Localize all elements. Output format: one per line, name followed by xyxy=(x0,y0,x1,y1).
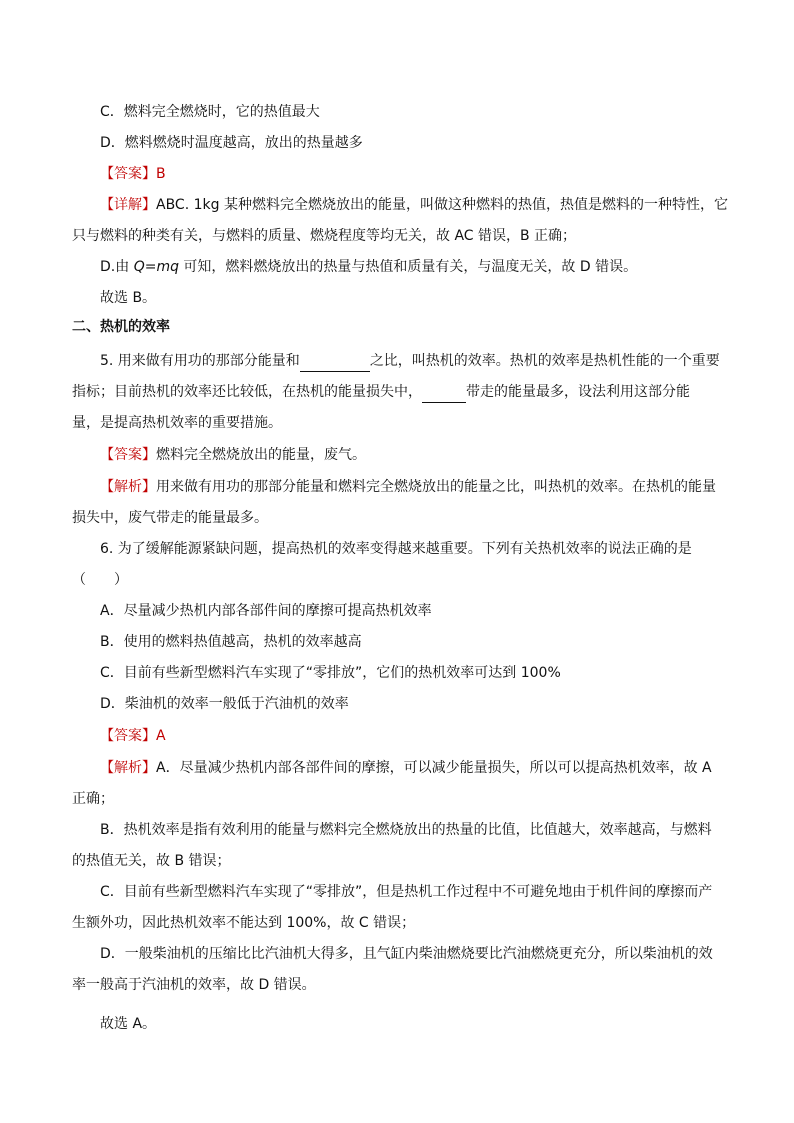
q5-stem-line3: 量，是提高热机效率的重要措施。 xyxy=(72,415,282,431)
q4-option-c: C．燃料完全燃烧时，它的热值最大 xyxy=(100,104,320,120)
q4-detail-line1: 【详解】ABC. 1kg 某种燃料完全燃烧放出的能量，叫做这种燃料的热值，热值是燃料的一种特性，它 xyxy=(100,197,728,213)
q4-detail-line2: 只与燃料的种类有关，与燃料的质量、燃烧程度等均无关，故 AC 错误，B 正确； xyxy=(72,228,577,244)
q4-option-d: D．燃料燃烧时温度越高，放出的热量越多 xyxy=(100,135,363,151)
q6-analysis-b-line1: B．热机效率是指有效利用的能量与燃料完全燃烧放出的热量的比值，比值越大，效率越高，与燃料 xyxy=(100,822,712,838)
q5-answer xyxy=(100,444,366,466)
q6-option-c: C．目前有些新型燃料汽车实现了“零排放”，它们的热机效率可达到 100% xyxy=(100,665,561,681)
q4-detail-line3: D.由 Q=mq 可知，燃料燃烧放出的热量与热值和质量有关，与温度无关，故 D 错误。 xyxy=(100,259,638,275)
q5-analysis-line1: 【解析】用来做有用功的那部分能量和燃料完全燃烧放出的能量之比，叫热机的效率。在热机的能量 xyxy=(100,479,716,495)
answer-label: 【答案】 xyxy=(100,447,156,463)
q6-option-d: D．柴油机的效率一般低于汽油机的效率 xyxy=(100,696,349,712)
q6-analysis-c-line1: C．目前有些新型燃料汽车实现了“零排放”，但是热机工作过程中不可避免地由于机件间的摩擦而产 xyxy=(100,884,713,900)
q6-option-a: A．尽量减少热机内部各部件间的摩擦可提高热机效率 xyxy=(100,603,432,619)
q6-analysis-b-line2: 的热值无关，故 B 错误； xyxy=(72,853,231,869)
q6-conclusion: 故选 A。 xyxy=(100,1016,157,1032)
q6-analysis-d-line2: 率一般高于汽油机的效率，故 D 错误。 xyxy=(72,977,316,993)
q4-answer xyxy=(100,163,166,185)
answer-value: B xyxy=(156,166,166,182)
answer-value: A xyxy=(156,728,166,744)
q4-conclusion: 故选 B。 xyxy=(100,290,157,306)
q6-analysis-c-line2: 生额外功，因此热机效率不能达到 100%，故 C 错误； xyxy=(72,915,416,931)
q5-stem-line2: 指标；目前热机的效率还比较低，在热机的能量损失中， 带走的能量最多，设法利用这部分能 xyxy=(72,381,690,403)
fill-blank xyxy=(300,355,370,372)
analysis-label: 【解析】 xyxy=(100,760,156,776)
q5-analysis-line2: 损失中，废气带走的能量最多。 xyxy=(72,510,268,526)
answer-value: 燃料完全燃烧放出的能量，废气。 xyxy=(156,447,366,463)
analysis-label: 【解析】 xyxy=(100,479,156,495)
q5-stem-line1: 5. 用来做有用功的那部分能量和 之比，叫热机的效率。热机的效率是热机性能的一个重要 xyxy=(100,350,720,372)
q6-stem-line1: 6. 为了缓解能源紧缺问题，提高热机的效率变得越来越重要。下列有关热机效率的说法正确的是 xyxy=(100,541,692,557)
section-title: 二、热机的效率 xyxy=(72,319,170,335)
q6-analysis-a-line2: 正确； xyxy=(72,791,114,807)
formula: Q=mq xyxy=(133,259,179,275)
detail-label: 【详解】 xyxy=(100,197,156,213)
answer-label: 【答案】 xyxy=(100,728,156,744)
answer-label: 【答案】 xyxy=(100,166,156,182)
q6-stem-line2: （ ） xyxy=(72,572,128,588)
q6-option-b: B．使用的燃料热值越高，热机的效率越高 xyxy=(100,634,362,650)
q6-answer xyxy=(100,725,166,747)
fill-blank xyxy=(422,386,466,403)
q6-analysis-d-line1: D．一般柴油机的压缩比比汽油机大得多，且气缸内柴油燃烧要比汽油燃烧更充分，所以柴油机的效 xyxy=(100,946,713,962)
q6-analysis-a-line1: 【解析】A．尽量减少热机内部各部件间的摩擦，可以减少能量损失，所以可以提高热机效率，故 A xyxy=(100,760,712,776)
